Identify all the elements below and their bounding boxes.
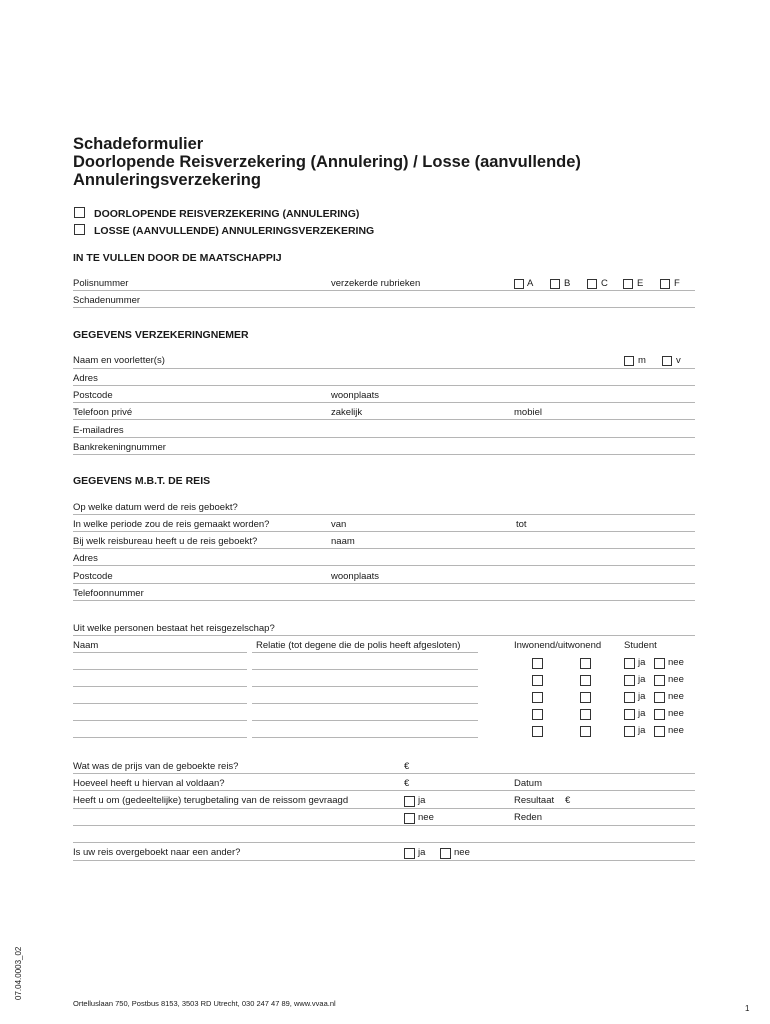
companion-naam-line[interactable] xyxy=(73,669,247,670)
student-ja-checkbox[interactable] xyxy=(624,675,635,686)
adres-label: Adres xyxy=(73,373,98,384)
polisnummer-line[interactable] xyxy=(73,290,695,291)
naam-line[interactable] xyxy=(73,368,695,369)
companion-naam-line[interactable] xyxy=(73,720,247,721)
telefoon-label: Telefoon privé xyxy=(73,407,133,418)
student-nee-checkbox[interactable] xyxy=(654,675,665,686)
bank-line[interactable] xyxy=(73,454,695,455)
companion-naam-line[interactable] xyxy=(73,737,247,738)
col-naam-header: Naam xyxy=(73,640,99,651)
page-number: 1 xyxy=(745,1004,750,1013)
company-section-heading: IN TE VULLEN DOOR DE MAATSCHAPPIJ xyxy=(73,252,282,264)
student-ja-label: ja xyxy=(638,691,646,702)
companion-relatie-line[interactable] xyxy=(252,669,478,670)
rubriek-e-label: E xyxy=(637,278,644,289)
student-ja-checkbox[interactable] xyxy=(624,658,635,669)
student-nee-label: nee xyxy=(668,708,684,719)
postcode-line[interactable] xyxy=(73,402,695,403)
student-ja-checkbox[interactable] xyxy=(624,692,635,703)
footer-address: Ortelluslaan 750, Postbus 8153, 3503 RD Utrecht, 030 247 47 89, www.vvaa.nl xyxy=(73,999,336,1008)
gender-m-checkbox[interactable] xyxy=(624,356,634,366)
companions-question-line xyxy=(73,635,695,636)
companion-relatie-line[interactable] xyxy=(252,703,478,704)
col-naam-header-line xyxy=(73,652,247,653)
email-label: E-mailadres xyxy=(73,425,124,436)
companion-relatie-line[interactable] xyxy=(252,720,478,721)
rubriek-a-checkbox[interactable] xyxy=(514,279,524,289)
bank-label: Bankrekeningnummer xyxy=(73,442,166,453)
trip-woonplaats-label: woonplaats xyxy=(331,571,380,582)
student-ja-label: ja xyxy=(638,657,646,668)
overgeboekt-line[interactable] xyxy=(73,860,695,861)
inwonend-checkbox[interactable] xyxy=(532,692,543,703)
postcode-label: Postcode xyxy=(73,390,113,401)
overgeboekt-ja-label: ja xyxy=(418,847,426,858)
trip-telefoon-label: Telefoonnummer xyxy=(73,588,144,599)
doorlopende-checkbox[interactable] xyxy=(74,207,85,218)
gender-v-label: v xyxy=(676,355,681,366)
student-ja-label: ja xyxy=(638,708,646,719)
bureau-question: Bij welk reisbureau heeft u de reis geboekt? xyxy=(73,536,258,547)
terugbetaling-ja-label: ja xyxy=(418,795,426,806)
rubrieken-label: verzekerde rubrieken xyxy=(331,278,421,289)
student-nee-checkbox[interactable] xyxy=(654,658,665,669)
uitwonend-checkbox[interactable] xyxy=(580,658,591,669)
col-student-header: Student xyxy=(624,640,657,651)
companion-relatie-line[interactable] xyxy=(252,686,478,687)
terugbetaling-question: Heeft u om (gedeeltelijke) terugbetaling van de reissom gevraagd xyxy=(73,795,349,806)
overgeboekt-question: Is uw reis overgeboekt naar een ander? xyxy=(73,847,241,858)
email-line[interactable] xyxy=(73,437,695,438)
student-ja-checkbox[interactable] xyxy=(624,726,635,737)
datum-label: Datum xyxy=(514,778,542,789)
terugbetaling-nee-label: nee xyxy=(418,812,434,823)
rubriek-e-checkbox[interactable] xyxy=(623,279,633,289)
naam-label: Naam en voorletter(s) xyxy=(73,355,165,366)
rubriek-b-label: B xyxy=(564,278,571,289)
student-nee-label: nee xyxy=(668,725,684,736)
periode-question: In welke periode zou de reis gemaakt worden? xyxy=(73,519,270,530)
periode-line[interactable] xyxy=(73,531,695,532)
inwonend-checkbox[interactable] xyxy=(532,658,543,669)
terugbetaling-line[interactable] xyxy=(73,808,695,809)
uitwonend-checkbox[interactable] xyxy=(580,675,591,686)
telefoon-line[interactable] xyxy=(73,419,695,420)
col-inwonend-header: Inwonend/uitwonend xyxy=(514,640,602,651)
overgeboekt-nee-checkbox[interactable] xyxy=(440,848,451,859)
bureau-line[interactable] xyxy=(73,548,695,549)
student-ja-checkbox[interactable] xyxy=(624,709,635,720)
bureau-naam-label: naam xyxy=(331,536,355,547)
uitwonend-checkbox[interactable] xyxy=(580,709,591,720)
reden-line[interactable] xyxy=(73,825,695,826)
col-relatie-header: Relatie (tot degene die de polis heeft afgesloten) xyxy=(256,640,461,651)
polisnummer-label: Polisnummer xyxy=(73,278,129,289)
student-nee-checkbox[interactable] xyxy=(654,692,665,703)
trip-telefoon-line[interactable] xyxy=(73,600,695,601)
policyholder-section-heading: GEGEVENS VERZEKERINGNEMER xyxy=(73,329,249,341)
student-nee-label: nee xyxy=(668,674,684,685)
voldaan-question: Hoeveel heeft u hiervan al voldaan? xyxy=(73,778,225,789)
terugbetaling-nee-checkbox[interactable] xyxy=(404,813,415,824)
woonplaats-label: woonplaats xyxy=(331,390,380,401)
datum-line[interactable] xyxy=(73,514,695,515)
form-title: Schadeformulier xyxy=(73,135,204,153)
form-subtitle-line1: Doorlopende Reisverzekering (Annulering) / Losse (aanvullende) xyxy=(73,153,581,171)
losse-option-label: LOSSE (AANVULLENDE) ANNULERINGSVERZEKERING xyxy=(94,225,375,237)
inwonend-checkbox[interactable] xyxy=(532,675,543,686)
losse-checkbox[interactable] xyxy=(74,224,85,235)
voldaan-line[interactable] xyxy=(73,790,695,791)
trip-adres-line[interactable] xyxy=(73,565,695,566)
inwonend-checkbox[interactable] xyxy=(532,709,543,720)
student-ja-label: ja xyxy=(638,674,646,685)
student-nee-checkbox[interactable] xyxy=(654,726,665,737)
resultaat-euro-sign: € xyxy=(565,795,571,806)
trip-postcode-line[interactable] xyxy=(73,583,695,584)
student-nee-checkbox[interactable] xyxy=(654,709,665,720)
tot-label: tot xyxy=(516,519,527,530)
rubriek-b-checkbox[interactable] xyxy=(550,279,560,289)
inwonend-checkbox[interactable] xyxy=(532,726,543,737)
adres-line[interactable] xyxy=(73,385,695,386)
trip-adres-label: Adres xyxy=(73,553,98,564)
zakelijk-label: zakelijk xyxy=(331,407,363,418)
reden-label: Reden xyxy=(514,812,542,823)
companion-relatie-line[interactable] xyxy=(252,737,478,738)
rubriek-a-label: A xyxy=(527,278,534,289)
form-code: 07.04.0003_02 xyxy=(14,946,23,1000)
gender-m-label: m xyxy=(638,355,646,366)
companions-question: Uit welke personen bestaat het reisgezelschap? xyxy=(73,623,275,634)
companion-naam-line[interactable] xyxy=(73,703,247,704)
schadenummer-line[interactable] xyxy=(73,307,695,308)
overgeboekt-ja-checkbox[interactable] xyxy=(404,848,415,859)
trip-section-heading: GEGEVENS M.B.T. DE REIS xyxy=(73,475,211,487)
overgeboekt-nee-label: nee xyxy=(454,847,470,858)
prijs-line[interactable] xyxy=(73,773,695,774)
terugbetaling-ja-checkbox[interactable] xyxy=(404,796,415,807)
resultaat-label: Resultaat xyxy=(514,795,555,806)
form-subtitle-line2: Annuleringsverzekering xyxy=(73,171,261,189)
prijs-euro-sign: € xyxy=(404,761,410,772)
col-relatie-header-line xyxy=(252,652,478,653)
mobiel-label: mobiel xyxy=(514,407,542,418)
rubriek-f-checkbox[interactable] xyxy=(660,279,670,289)
gender-v-checkbox[interactable] xyxy=(662,356,672,366)
reden-extra-line[interactable] xyxy=(73,842,695,843)
doorlopende-option-label: DOORLOPENDE REISVERZEKERING (ANNULERING) xyxy=(94,208,360,220)
prijs-question: Wat was de prijs van de geboekte reis? xyxy=(73,761,239,772)
van-label: van xyxy=(331,519,347,530)
student-nee-label: nee xyxy=(668,691,684,702)
schadenummer-label: Schadenummer xyxy=(73,295,141,306)
rubriek-c-checkbox[interactable] xyxy=(587,279,597,289)
trip-postcode-label: Postcode xyxy=(73,571,113,582)
companion-naam-line[interactable] xyxy=(73,686,247,687)
uitwonend-checkbox[interactable] xyxy=(580,692,591,703)
rubriek-f-label: F xyxy=(674,278,680,289)
datum-question: Op welke datum werd de reis geboekt? xyxy=(73,502,238,513)
uitwonend-checkbox[interactable] xyxy=(580,726,591,737)
student-ja-label: ja xyxy=(638,725,646,736)
voldaan-euro-sign: € xyxy=(404,778,410,789)
rubriek-c-label: C xyxy=(601,278,608,289)
student-nee-label: nee xyxy=(668,657,684,668)
